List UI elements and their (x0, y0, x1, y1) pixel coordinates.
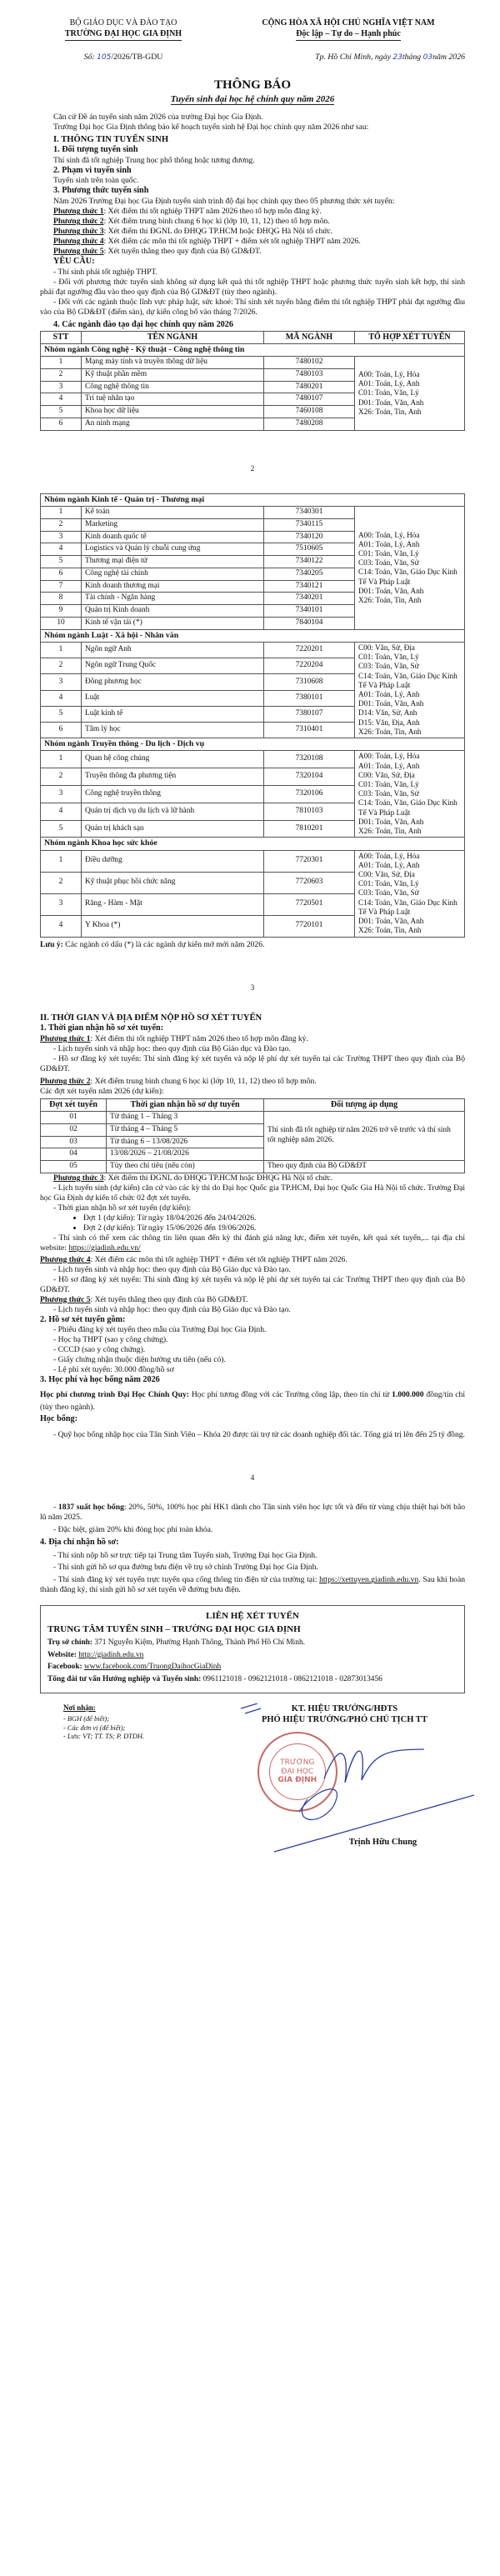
major-stt: 3 (41, 531, 82, 543)
contact-facebook: Facebook: www.facebook.com/TruongDaihocGiaDinh (48, 1663, 222, 1672)
combo-item: X26: Toán, Tin, Anh (358, 727, 422, 736)
major-name: Y Khoa (*) (82, 915, 264, 937)
method-text: : Xét điểm các môn thi tốt nghiệp THPT + điểm xét tốt nghiệp THPT năm 2026. (103, 237, 361, 247)
admission-combos (355, 507, 465, 630)
combo-item: D01: Toán, Văn, Anh (358, 917, 424, 926)
major-code: 7810201 (264, 820, 355, 838)
document-title: THÔNG BÁO (213, 78, 292, 93)
major-name: Tâm lý học (82, 722, 264, 738)
major-stt: 3 (41, 785, 82, 803)
combo-item: C14: Toán, Văn, Giáo Dục Kinh Tế Và Pháp Luật (358, 671, 458, 689)
contact-address: Trụ sở chính: 371 Nguyễn Kiệm, Phường Hạnh Thông, Thành Phố Hồ Chí Minh. (48, 1638, 306, 1647)
page-number: 4 (250, 1473, 255, 1482)
combo-item: C03: Toán, Văn, Sử (358, 789, 419, 798)
major-name: Luật (82, 690, 264, 706)
signer-title-2: PHÓ HIỆU TRƯỞNG/PHÓ CHỦ TỊCH TT (261, 1715, 428, 1725)
recipient-item: - BGH (để biết); (63, 1715, 110, 1723)
major-stt: 5 (41, 556, 82, 568)
combo-item: C14: Toán, Văn, Giáo Dục Kinh Tế Và Pháp Luật (358, 568, 458, 586)
method-line (40, 237, 465, 247)
major-stt: 6 (41, 722, 82, 738)
list-item: - Hồ sơ đăng ký xét tuyển: Thí sinh đăng ký xét tuyển và nộp lệ phí dự xét tuyển tại các Trường THPT theo quy định của Bộ GD&ĐT. (40, 1053, 465, 1073)
major-code: 7320104 (264, 768, 355, 786)
major-code: 7480201 (264, 381, 355, 393)
method-text: : Xét điểm thi tốt nghiệp THPT năm 2026 theo tổ hợp môn đăng ký. (103, 207, 322, 217)
handwritten-number: 105 (97, 53, 112, 62)
recipients-label: Nơi nhận: (63, 1703, 96, 1712)
method-line (40, 207, 465, 217)
combo-item: C03: Toán, Văn, Sử (358, 888, 419, 898)
combo-item: X26: Toán, Tin, Anh (358, 407, 422, 416)
major-stt: 1 (41, 357, 82, 369)
signature-scribble-icon (224, 1703, 474, 1853)
signer-name: Trịnh Hữu Chung (348, 1837, 418, 1847)
intro-line: Trường Đại học Gia Định thông báo kế hoạch tuyển sinh hệ Đại học chính quy năm 2026 như sau: (53, 122, 369, 132)
document-item: - CCCD (sao y công chứng). (53, 1345, 146, 1355)
combo-item: C00: Văn, Sử, Địa (358, 770, 415, 779)
section-heading: I. THÔNG TIN TUYỂN SINH (53, 134, 169, 144)
column-header: MÃ NGÀNH (264, 331, 355, 344)
major-name: Trí tuệ nhân tạo (82, 393, 264, 406)
major-name: Công nghệ tài chính (82, 568, 264, 580)
major-name: Thương mại điện tử (82, 556, 264, 568)
list-item: - Lịch tuyển sinh (dự kiến) căn cứ vào các kỳ thi do Đại học Quốc gia TP.HCM, Đại học Quốc Gia Hà Nội tổ chức. Trường Đại học Gia Định dự kiến tổ chức 02 đợt xét tuyển. (40, 1183, 465, 1203)
requirement-item: - Đối với phương thức tuyển sinh không sử dụng kết quả thi tốt nghiệp THPT hoặc phương thức tuyển sinh kết hợp, thí sinh phải đạt ngưỡng đầu vào theo quy định của Bộ GD&ĐT (tùy theo ngành). (40, 277, 465, 297)
list-item: - Lịch tuyển sinh và nhập học: theo quy định của Bộ Giáo dục và Đào tạo. (53, 1043, 291, 1053)
combo-item: A01: Toán, Lý, Anh (358, 761, 420, 770)
admission-combos (355, 642, 465, 738)
major-code: 7340201 (264, 593, 355, 605)
ministry-name: BỘ GIÁO DỤC VÀ ĐÀO TẠO (69, 18, 178, 28)
combo-item: D01: Toán, Văn, Anh (358, 699, 424, 708)
signature-area (40, 1703, 465, 1853)
paragraph: - Thí sinh đăng ký xét tuyển trực tuyến qua cổng thông tin điện tử của trường tại: https://xettuyen.giadinh.edu.vn. Sau khi hoàn thành đăng ký, thí sinh gửi hồ sơ xét tuyển về đường bưu điện. (40, 1575, 465, 1595)
page-number: 3 (250, 983, 255, 992)
method-line: Phương thức 2: Xét điểm trung bình chung 6 học kì (lớp 10, 11, 12) theo tổ hợp môn. (40, 1076, 317, 1086)
subsection-heading: 3. Học phí và học bổng năm 2026 (40, 1375, 160, 1385)
combo-item: D14: Văn, Sử, Anh (358, 708, 418, 718)
paragraph: Năm 2026 Trường Đại học Gia Định tuyển sinh trình độ đại học chính quy theo 05 phương thức xét tuyển: (53, 197, 395, 207)
major-name: Công nghệ thông tin (82, 381, 264, 393)
table-row: 01 Từ tháng 1 – Tháng 3 Thí sinh đã tốt nghiệp từ năm 2026 trở về trước và thí sinh tốt nghiệp năm 2026. (41, 1112, 465, 1124)
major-code: 7510605 (264, 543, 355, 556)
major-code: 7380101 (264, 690, 355, 706)
registration-link[interactable]: https://xettuyen.giadinh.edu.vn (319, 1575, 419, 1585)
column-header: TỔ HỢP XÉT TUYỂN (355, 331, 465, 344)
major-name: Tài chính - Ngân hàng (82, 593, 264, 605)
major-stt: 10 (41, 617, 82, 629)
combo-item: A00: Toán, Lý, Hóa (358, 851, 420, 860)
paragraph: Các đợt xét tuyển năm 2026 (dự kiến): (40, 1086, 164, 1096)
group-name: Nhóm ngành Luật - Xã hội - Nhân văn (41, 629, 465, 642)
intro-line: Căn cứ Đề án tuyển sinh năm 2026 của trường Đại học Gia Định. (53, 112, 263, 122)
major-name: Luật kinh tế (82, 706, 264, 722)
combo-item: D15: Văn, Địa, Anh (358, 718, 420, 727)
requirements-heading: YÊU CẦU: (53, 257, 95, 267)
major-name: Răng - Hàm - Mặt (82, 893, 264, 915)
method-line (40, 247, 465, 257)
major-code: 7480103 (264, 368, 355, 381)
document-item: - Học bạ THPT (sao y công chứng). (53, 1335, 168, 1345)
facebook-link[interactable]: www.facebook.com/TruongDaihocGiaDinh (84, 1663, 222, 1672)
combo-item: C01: Toán, Văn, Lý (358, 780, 419, 789)
major-name: Quản trị dịch vụ du lịch và lữ hành (82, 803, 264, 820)
subsection-heading: 1. Đối tượng tuyển sinh (53, 144, 138, 154)
list-item: - Thời gian nhận hồ sơ xét tuyển (dự kiến): (53, 1203, 192, 1213)
column-header: STT (41, 331, 82, 344)
major-stt: 2 (41, 518, 82, 531)
subsection-heading: 4. Các ngành đào tạo đại học chính quy năm 2026 (53, 319, 233, 329)
major-code: 7340301 (264, 507, 355, 519)
group-row (41, 838, 465, 850)
page-number: 2 (250, 463, 255, 473)
major-name: Đông phương học (82, 674, 264, 690)
table-row: 05 Tùy theo chỉ tiêu (nếu còn) Theo quy định của Bộ GD&ĐT (41, 1161, 465, 1173)
document-item: - Phiếu đăng ký xét tuyển theo mẫu của Trường Đại học Gia Định. (53, 1325, 267, 1335)
combo-item: X26: Toán, Tin, Anh (358, 596, 422, 605)
signer-title-1: KT. HIỆU TRƯỞNG/HĐTS (291, 1703, 398, 1713)
group-name: Nhóm ngành Khoa học sức khỏe (41, 838, 465, 850)
subsection-heading: 2. Hồ sơ xét tuyển gồm: (40, 1314, 126, 1324)
subsection-heading: 2. Phạm vi tuyển sinh (53, 165, 132, 175)
table-row (41, 357, 465, 369)
major-name: Điều dưỡng (82, 850, 264, 872)
combo-item: C14: Toán, Văn, Giáo Dục Kinh Tế Và Pháp Luật (358, 898, 458, 916)
recipient-item: - Lưu: VT; TT. TS; P. DTDH. (63, 1733, 145, 1741)
subsection-heading: 1. Thời gian nhận hồ sơ xét tuyển: (40, 1023, 164, 1033)
method-line (40, 217, 465, 227)
major-stt: 4 (41, 393, 82, 406)
recipient-item: - Các đơn vị (để biết); (63, 1723, 126, 1732)
list-item: - Lịch tuyển sinh và nhập học: theo quy định của Bộ Giáo dục và Đào tạo. (53, 1264, 291, 1274)
requirements-list (40, 268, 465, 318)
major-code: 7340121 (264, 580, 355, 593)
combo-item: X26: Toán, Tin, Anh (358, 827, 422, 836)
major-stt: 6 (41, 568, 82, 580)
major-stt: 4 (41, 543, 82, 556)
admission-methods (40, 207, 465, 257)
major-code: 7840104 (264, 617, 355, 629)
document-item: - Giấy chứng nhận thuộc diện hưởng ưu tiên (nếu có). (53, 1355, 226, 1365)
major-stt: 9 (41, 605, 82, 618)
target-merged-cell: Thí sinh đã tốt nghiệp từ năm 2026 trở về trước và thí sinh tốt nghiệp năm 2026. (264, 1112, 465, 1161)
document-item: - Lệ phí xét tuyển: 30.000 đồng/hồ sơ (53, 1365, 174, 1375)
method-label: Phương thức 3 (53, 227, 104, 237)
major-code: 7340115 (264, 518, 355, 531)
column-header: Thời gian nhận hồ sơ dự tuyển (107, 1098, 264, 1112)
major-stt: 5 (41, 820, 82, 838)
major-name: Truyền thông đa phương tiện (82, 768, 264, 786)
major-name: Kinh doanh quốc tế (82, 531, 264, 543)
scholarship-heading: Học bổng: (40, 1413, 78, 1423)
combo-item: C01: Toán, Văn, Lý (358, 653, 419, 662)
major-stt: 5 (41, 706, 82, 722)
major-code: 7380107 (264, 706, 355, 722)
major-stt: 4 (41, 690, 82, 706)
major-stt: 3 (41, 381, 82, 393)
combo-item: A00: Toán, Lý, Hóa (358, 752, 420, 761)
subsection-heading: 4. Địa chỉ nhận hồ sơ: (40, 1537, 119, 1547)
combo-item: A00: Toán, Lý, Hóa (358, 369, 420, 378)
document-header (40, 0, 465, 41)
combo-item: C00: Văn, Sử, Địa (358, 870, 415, 879)
major-name: An ninh mạng (82, 418, 264, 430)
list-item: - Lịch tuyển sinh và nhập học: theo quy định của Bộ Giáo dục và Đào tạo. (53, 1304, 291, 1314)
national-header (232, 18, 465, 41)
combo-item: C03: Toán, Văn, Sử (358, 558, 419, 568)
major-code: 7720101 (264, 915, 355, 937)
requirement-item: - Đối với các ngành thuộc lĩnh vực pháp luật, sức khoẻ: Thí sinh xét tuyển bằng điểm thi tốt nghiệp THPT phải đạt ngưỡng đầu vào của Bộ GD&ĐT (điểm sàn), dự kiến công bố vào tháng 7/2026. (40, 297, 465, 317)
majors-table-area (40, 331, 465, 938)
group-row (41, 629, 465, 642)
major-stt: 1 (41, 751, 82, 768)
contact-website: Website: http://giadinh.edu.vn (48, 1650, 144, 1659)
contact-title: LIÊN HỆ XÉT TUYỂN (206, 1611, 299, 1622)
major-stt: 1 (41, 507, 82, 519)
major-code: 7480102 (264, 357, 355, 369)
list-item: - Thí sinh gửi hồ sơ qua đường bưu điện về trụ sở chính Trường Đại học Gia Định. (53, 1563, 318, 1573)
method-text: : Xét điểm trung bình chung 6 học kì (lớp 10, 11, 12) theo tổ hợp môn. (103, 217, 330, 227)
document-subtitle: Tuyển sinh đại học hệ chính quy năm 2026 (170, 94, 335, 104)
group-name: Nhóm ngành Kinh tế - Quản trị - Thương mại (41, 493, 465, 506)
major-stt: 2 (41, 658, 82, 674)
paragraph: - 1837 suất học bổng: 20%, 50%, 100% học phí HK1 dành cho Tân sinh viên học lực tốt và đến từ vùng chịu thiệt hại bởi bão lũ năm 2025. (40, 1502, 466, 1522)
table-row: 02 Từ tháng 4 – Tháng 5 (41, 1123, 465, 1136)
contact-hotline: Tổng đài tư vấn Hướng nghiệp và Tuyển sinh: 0961121018 - 0962121018 - 0862121018 - 02873013456 (48, 1675, 382, 1684)
combo-item: X26: Toán, Tin, Anh (358, 926, 422, 935)
admission-combos (355, 850, 465, 937)
major-stt: 4 (41, 915, 82, 937)
contact-center: TRUNG TÂM TUYỂN SINH – TRƯỜNG ĐẠI HỌC GIA ĐỊNH (48, 1624, 301, 1635)
table-row: 03 Từ tháng 6 – 13/08/2026 (41, 1136, 465, 1148)
document-number: Số: 105/2026/TB-GDU (83, 53, 163, 62)
major-stt: 2 (41, 872, 82, 893)
subsection-heading: 3. Phương thức tuyển sinh (53, 186, 149, 196)
major-name: Quan hệ công chúng (82, 751, 264, 768)
combo-item: D01: Toán, Văn, Anh (358, 398, 424, 407)
major-code: 7720301 (264, 850, 355, 872)
major-code: 7340101 (264, 605, 355, 618)
major-stt: 6 (41, 418, 82, 430)
paragraph: Thí sinh đã tốt nghiệp Trung học phổ thông hoặc tương đương. (53, 155, 255, 165)
combo-item: C01: Toán, Văn, Lý (358, 879, 419, 888)
majors-table (40, 331, 465, 431)
group-row (41, 493, 465, 506)
major-code: 7480107 (264, 393, 355, 406)
table-row (41, 751, 465, 768)
method-line: Phương thức 5: Xét tuyển thẳng theo quy định của Bộ GD&ĐT. (40, 1294, 248, 1304)
signer-block (224, 1703, 465, 1853)
group-name: Nhóm ngành Công nghệ - Kỹ thuật - Công nghệ thông tin (41, 344, 465, 357)
rounds-table (40, 1098, 465, 1173)
website-link[interactable]: http://giadinh.edu.vn (78, 1650, 144, 1659)
major-name: Marketing (82, 518, 264, 531)
column-header: TÊN NGÀNH (82, 331, 264, 344)
section-heading: II. THỜI GIAN VÀ ĐỊA ĐIỂM NỘP HỒ SƠ XÉT TUYỂN (40, 1013, 262, 1023)
combo-item: A01: Toán, Lý, Anh (358, 539, 420, 548)
list-item: - Thí sinh nộp hồ sơ trực tiếp tại Trung tâm Tuyển sinh, Trường Đại học Gia Định. (53, 1550, 318, 1560)
method-text: : Xét điểm thi ĐGNL do ĐHQG TP.HCM hoặc ĐHQG Hà Nội tổ chức. (103, 227, 333, 237)
major-name: Kế toán (82, 507, 264, 519)
major-name: Kỹ thuật phần mềm (82, 368, 264, 381)
paragraph: Tuyển sinh trên toàn quốc. (53, 176, 139, 186)
paragraph: - Thí sinh có thể xem các thông tin liên quan đến kỳ thi đánh giá năng lực, điểm xét tuyển, kết quả xét tuyển,... tại địa chỉ website: https://giadinh.edu.vn/ (40, 1233, 465, 1253)
major-code: 7340205 (264, 568, 355, 580)
group-row (41, 738, 465, 751)
paragraph: - Đặc biệt, giảm 20% khi đóng học phí toàn khóa. (53, 1524, 213, 1534)
combo-item: C03: Toán, Văn, Sử (358, 662, 419, 671)
column-header: Đợt xét tuyển (41, 1098, 107, 1112)
document-meta (40, 53, 465, 63)
major-code: 7220204 (264, 658, 355, 674)
major-code: 7720501 (264, 893, 355, 915)
paragraph: - Quỹ học bổng nhập học của Tân Sinh Viên – Khóa 20 được tài trợ từ các doanh nghiệp đối tác. Tổng giá trị lên đến 25 tỷ đồng. (53, 1429, 465, 1439)
method-label: Phương thức 4 (53, 237, 104, 247)
method-label: Phương thức 5 (53, 247, 104, 257)
combo-item: C01: Toán, Văn, Lý (358, 388, 419, 398)
major-stt: 1 (41, 642, 82, 658)
republic-name: CỘNG HÒA XÃ HỘI CHỦ NGHĨA VIỆT NAM (262, 18, 435, 28)
list-item: - Hồ sơ đăng ký xét tuyển: Thí sinh đăng ký xét tuyển và nộp lệ phí dự xét tuyển tại các Trường THPT theo quy định của Bộ GD&ĐT. (40, 1274, 465, 1294)
group-name: Nhóm ngành Truyền thông - Du lịch - Dịch vụ (41, 738, 465, 751)
major-name: Ngôn ngữ Anh (82, 642, 264, 658)
admission-combos (355, 357, 465, 431)
majors-table (40, 493, 465, 938)
major-code: 7320108 (264, 751, 355, 768)
major-stt: 4 (41, 803, 82, 820)
major-code: 7720603 (264, 872, 355, 893)
major-name: Kỹ thuật phục hồi chức năng (82, 872, 264, 893)
requirement-item: - Thí sinh phải tốt nghiệp THPT. (53, 267, 158, 277)
major-name: Logistics và Quản lý chuỗi cung ứng (82, 543, 264, 556)
major-stt: 1 (41, 850, 82, 872)
tuition-paragraph: Học phí chương trình Đại Học Chính Quy: Học phí tương đồng với các Trường công lập, theo tín chỉ từ 1.000.000 đồng/tín chỉ (tùy theo ngành). (40, 1390, 465, 1413)
major-name: Kinh tế vận tải (*) (82, 617, 264, 629)
major-code: 7310401 (264, 722, 355, 738)
major-code: 7340120 (264, 531, 355, 543)
major-name: Quản trị Kinh doanh (82, 605, 264, 618)
method-label: Phương thức 1 (53, 207, 104, 217)
issuer-block (40, 18, 207, 41)
list-item: • Đợt 2 (dự kiến): Từ ngày 15/06/2026 đến 19/06/2026. (83, 1223, 465, 1233)
method-line: Phương thức 4: Xét điểm các môn thi tốt nghiệp THPT + điểm xét tốt nghiệp THPT năm 2026. (40, 1254, 348, 1264)
website-link[interactable]: https://giadinh.edu.vn/ (68, 1243, 141, 1253)
combo-item: A01: Toán, Lý, Anh (358, 860, 420, 869)
table-row: 04 13/08/2026 – 21/08/2026 (41, 1148, 465, 1161)
major-name: Quản trị khách sạn (82, 820, 264, 838)
major-code: 7810103 (264, 803, 355, 820)
school-name: TRƯỜNG ĐẠI HỌC GIA ĐỊNH (65, 29, 182, 42)
major-stt: 5 (41, 406, 82, 418)
national-motto: Độc lập – Tự do – Hạnh phúc (296, 29, 401, 42)
combo-item: C14: Toán, Văn, Giáo Dục Kinh Tế Và Pháp Luật (358, 798, 458, 817)
major-stt: 2 (41, 768, 82, 786)
combo-item: A01: Toán, Lý, Anh (358, 379, 420, 388)
major-name: Kinh doanh thương mại (82, 580, 264, 593)
major-code: 7220201 (264, 642, 355, 658)
major-code: 7320106 (264, 785, 355, 803)
combo-item: C00: Văn, Sử, Địa (358, 643, 415, 652)
combo-item: A00: Toán, Lý, Hóa (358, 530, 420, 539)
major-code: 7460108 (264, 406, 355, 418)
major-stt: 7 (41, 580, 82, 593)
major-name: Khoa học dữ liệu (82, 406, 264, 418)
combo-item: D01: Toán, Văn, Anh (358, 817, 424, 826)
combo-item: A01: Toán, Lý, Anh (358, 690, 420, 699)
major-name: Mạng máy tính và truyền thông dữ liệu (82, 357, 264, 369)
table-row (41, 642, 465, 658)
major-name: Công nghệ truyền thông (82, 785, 264, 803)
documents-list (40, 1325, 465, 1375)
list-item: • Đợt 1 (dự kiến): Từ ngày 18/04/2026 đến 24/04/2026. (83, 1213, 465, 1223)
document-date: Tp. Hồ Chí Minh, ngày 23tháng 03năm 2026 (315, 53, 465, 62)
major-name: Ngôn ngữ Trung Quốc (82, 658, 264, 674)
major-code: 7480208 (264, 418, 355, 430)
method-line: Phương thức 1: Xét điểm thi tốt nghiệp THPT năm 2026 theo tổ hợp môn đăng ký. (40, 1033, 308, 1043)
combo-item: C01: Toán, Văn, Lý (358, 549, 419, 558)
method-line (40, 227, 465, 237)
group-row (41, 344, 465, 357)
major-code: 7310608 (264, 674, 355, 690)
table-row (41, 507, 465, 519)
method-text: : Xét tuyển thẳng theo quy định của Bộ GD&ĐT. (103, 247, 262, 257)
major-stt: 2 (41, 368, 82, 381)
major-stt: 3 (41, 893, 82, 915)
method-line: Phương thức 3: Xét điểm thi ĐGNL do ĐHQG TP.HCM hoặc ĐHQG Hà Nội tổ chức. (53, 1173, 333, 1183)
recipients-block (40, 1703, 224, 1853)
official-seal-icon: TRƯỜNG ĐẠI HỌC GIA ĐỊNH (258, 1732, 338, 1812)
table-row (41, 850, 465, 872)
column-header: Đối tượng áp dụng (264, 1098, 465, 1112)
admission-combos (355, 751, 465, 838)
contact-box (40, 1605, 465, 1693)
table-note: Lưu ý: Các ngành có dấu (*) là các ngành dự kiến mở mới năm 2026. (40, 939, 265, 949)
combo-item: D01: Toán, Văn, Anh (358, 586, 424, 595)
major-stt: 8 (41, 593, 82, 605)
round-dates-list (40, 1213, 465, 1233)
method-label: Phương thức 2 (53, 217, 104, 227)
major-code: 7340122 (264, 556, 355, 568)
major-stt: 3 (41, 674, 82, 690)
